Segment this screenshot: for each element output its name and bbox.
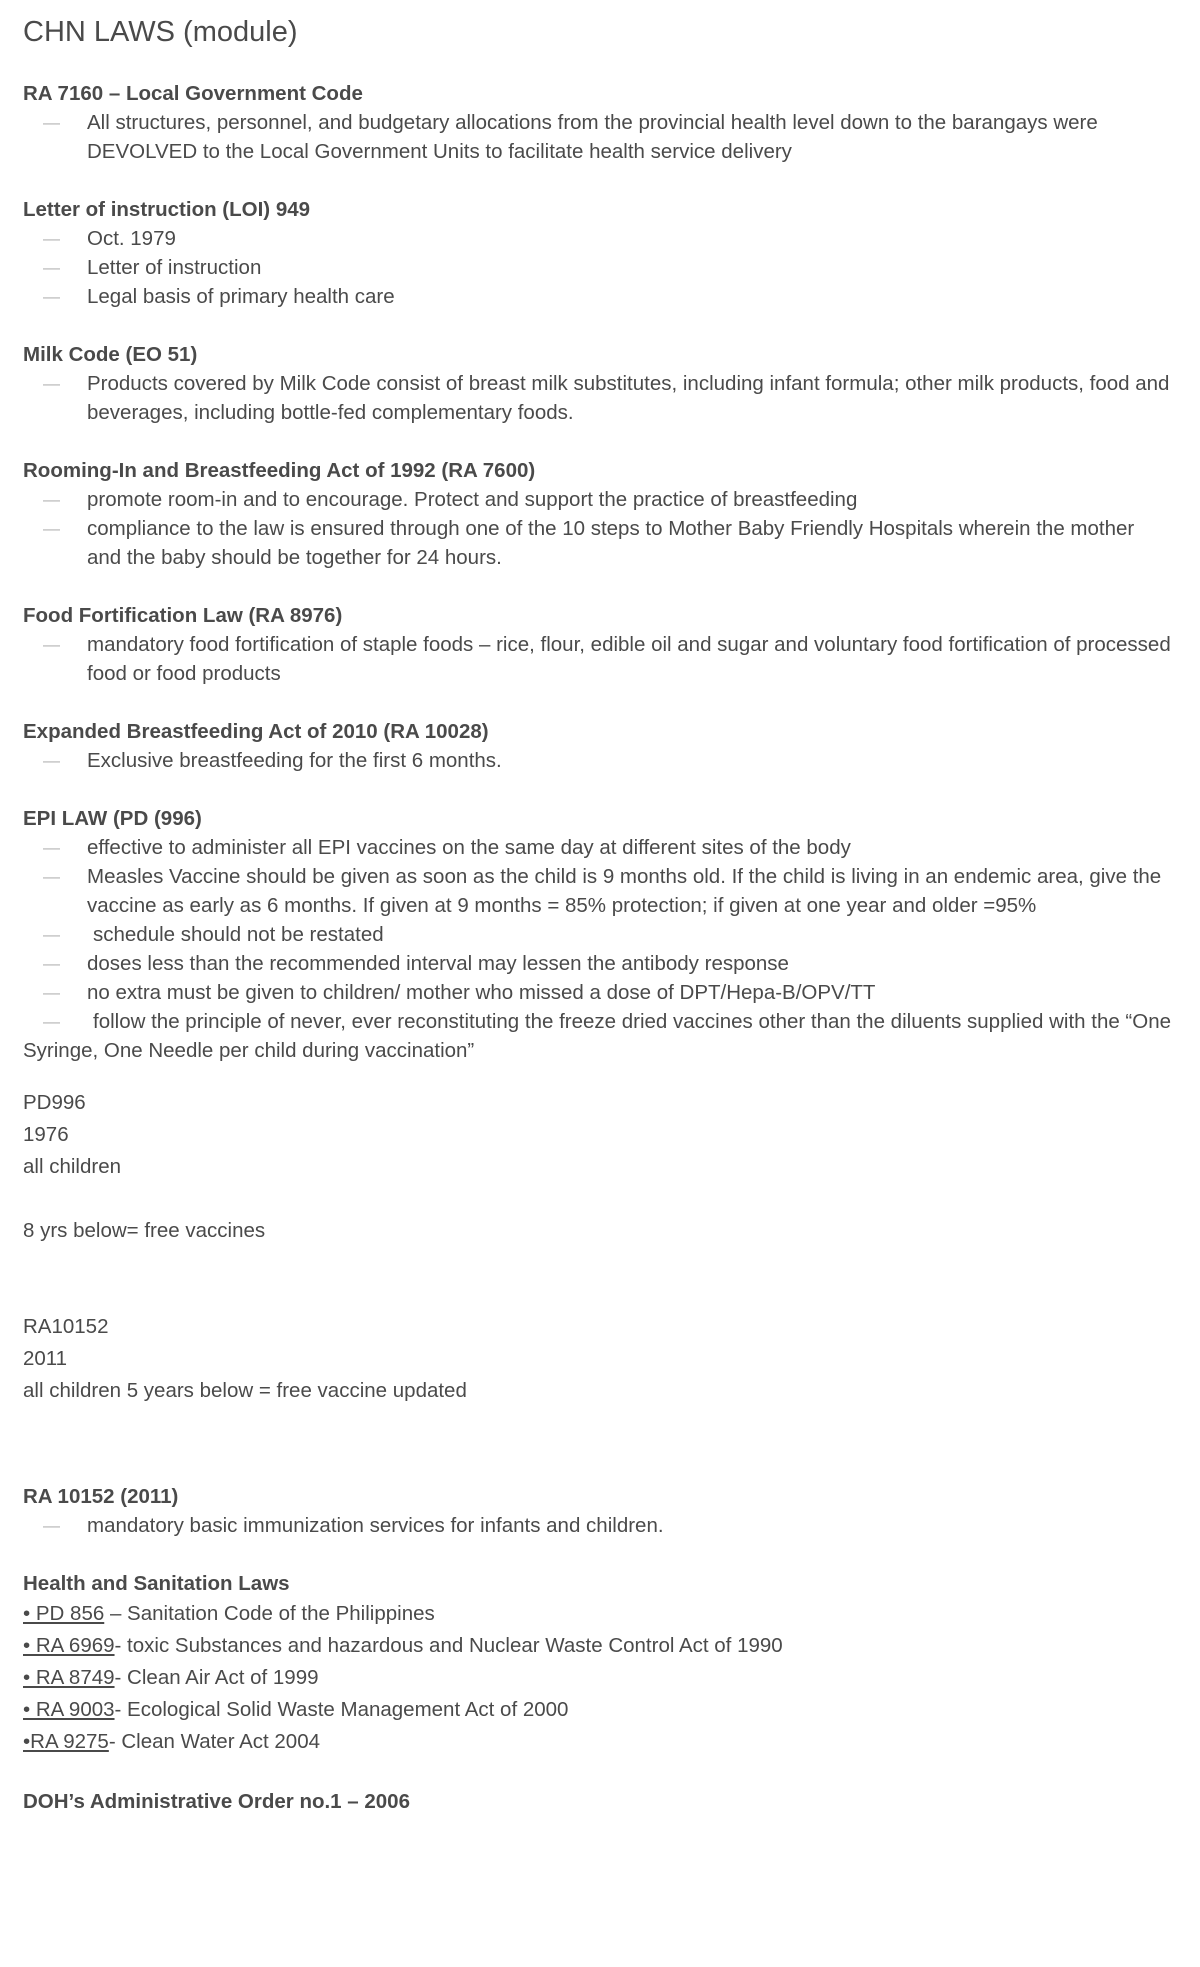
law-link-ra8749[interactable]: • RA 8749 <box>23 1666 115 1689</box>
list-item: — Measles Vaccine should be given as soon as the child is 9 months old. If the child is living in an endemic area, give the vaccine as early as 6 months. If given at 9 months = 85% protection; if given at one year and older =95% <box>23 862 1173 920</box>
law-link-ra6969[interactable]: • RA 6969 <box>23 1634 115 1657</box>
note-line: 2011 <box>23 1347 68 1370</box>
list-item: — Oct. 1979 <box>23 224 1173 253</box>
law-link-ra9003[interactable]: • RA 9003 <box>23 1698 115 1721</box>
law-list-item <box>23 1630 1173 1662</box>
note-line: 1976 <box>23 1123 69 1146</box>
law-list-item <box>23 1694 1173 1726</box>
list-item: — Products covered by Milk Code consist of breast milk substitutes, including infant formula; other milk products, food and beverages, including bottle-fed complementary foods. <box>23 369 1173 427</box>
heading-food-fortification: Food Fortification Law (RA 8976) <box>23 604 343 627</box>
law-list-item <box>23 1726 1173 1758</box>
law-description: - Clean Air Act of 1999 <box>114 1666 319 1689</box>
heading-expanded-breastfeeding: Expanded Breastfeeding Act of 2010 (RA 10028) <box>23 720 489 743</box>
list-item: — no extra must be given to children/ mother who missed a dose of DPT/Hepa-B/OPV/TT <box>23 978 1173 1007</box>
law-link-ra9275[interactable]: •RA 9275 <box>23 1730 109 1753</box>
list-item: — doses less than the recommended interval may lessen the antibody response <box>23 949 1173 978</box>
note-line: all children 5 years below = free vaccine updated <box>23 1379 467 1402</box>
law-description: - Ecological Solid Waste Management Act of 2000 <box>114 1698 569 1721</box>
heading-epi-law: EPI LAW (PD (996) <box>23 807 202 830</box>
note-line: RA10152 <box>23 1315 109 1338</box>
note-document <box>23 0 1173 1816</box>
heading-rooming-in: Rooming-In and Breastfeeding Act of 1992 (RA 7600) <box>23 459 536 482</box>
list-item: — Letter of instruction <box>23 253 1173 282</box>
heading-ra10152: RA 10152 (2011) <box>23 1485 179 1508</box>
list-item-text: — follow the principle of never, ever reconstituting the freeze dried vaccines other than the diluents supplied with the “One Syringe, One Needle per child during vaccination” <box>23 1010 1172 1062</box>
heading-ra7160: RA 7160 – Local Government Code <box>23 82 363 105</box>
heading-sanitation: Health and Sanitation Laws <box>23 1572 290 1595</box>
law-list-item <box>23 1598 1173 1630</box>
list-item: — mandatory food fortification of staple foods – rice, flour, edible oil and sugar and voluntary food fortification of processed food or food products <box>23 630 1173 688</box>
list-item-wrapped <box>23 1007 1173 1065</box>
law-description: - Clean Water Act 2004 <box>108 1730 321 1753</box>
list-item: — Exclusive breastfeeding for the first 6 months. <box>23 746 1173 775</box>
list-item: — mandatory basic immunization services for infants and children. <box>23 1511 1173 1540</box>
law-list-item <box>23 1662 1173 1694</box>
list-item: — schedule should not be restated <box>23 920 1173 949</box>
note-line: 8 yrs below= free vaccines <box>23 1219 266 1242</box>
list-item: — promote room-in and to encourage. Protect and support the practice of breastfeeding <box>23 485 1173 514</box>
law-description: – Sanitation Code of the Philippines <box>104 1602 435 1625</box>
list-item: — All structures, personnel, and budgetary allocations from the provincial health level down to the barangays were DEVOLVED to the Local Government Units to facilitate health service delivery <box>23 108 1173 166</box>
list-item: — Legal basis of primary health care <box>23 282 1173 311</box>
note-line: PD996 <box>23 1091 86 1114</box>
law-link-pd856[interactable]: • PD 856 <box>23 1602 105 1625</box>
note-line: all children <box>23 1155 121 1178</box>
document-title: CHN LAWS (module) <box>23 16 298 48</box>
heading-loi949: Letter of instruction (LOI) 949 <box>23 198 311 221</box>
heading-doh-ao: DOH’s Administrative Order no.1 – 2006 <box>23 1790 410 1813</box>
law-description: - toxic Substances and hazardous and Nuclear Waste Control Act of 1990 <box>114 1634 783 1657</box>
list-item: — compliance to the law is ensured through one of the 10 steps to Mother Baby Friendly Hospitals wherein the mother and the baby should be together for 24 hours. <box>23 514 1173 572</box>
heading-milk-code: Milk Code (EO 51) <box>23 343 198 366</box>
list-item: — effective to administer all EPI vaccines on the same day at different sites of the body <box>23 833 1173 862</box>
